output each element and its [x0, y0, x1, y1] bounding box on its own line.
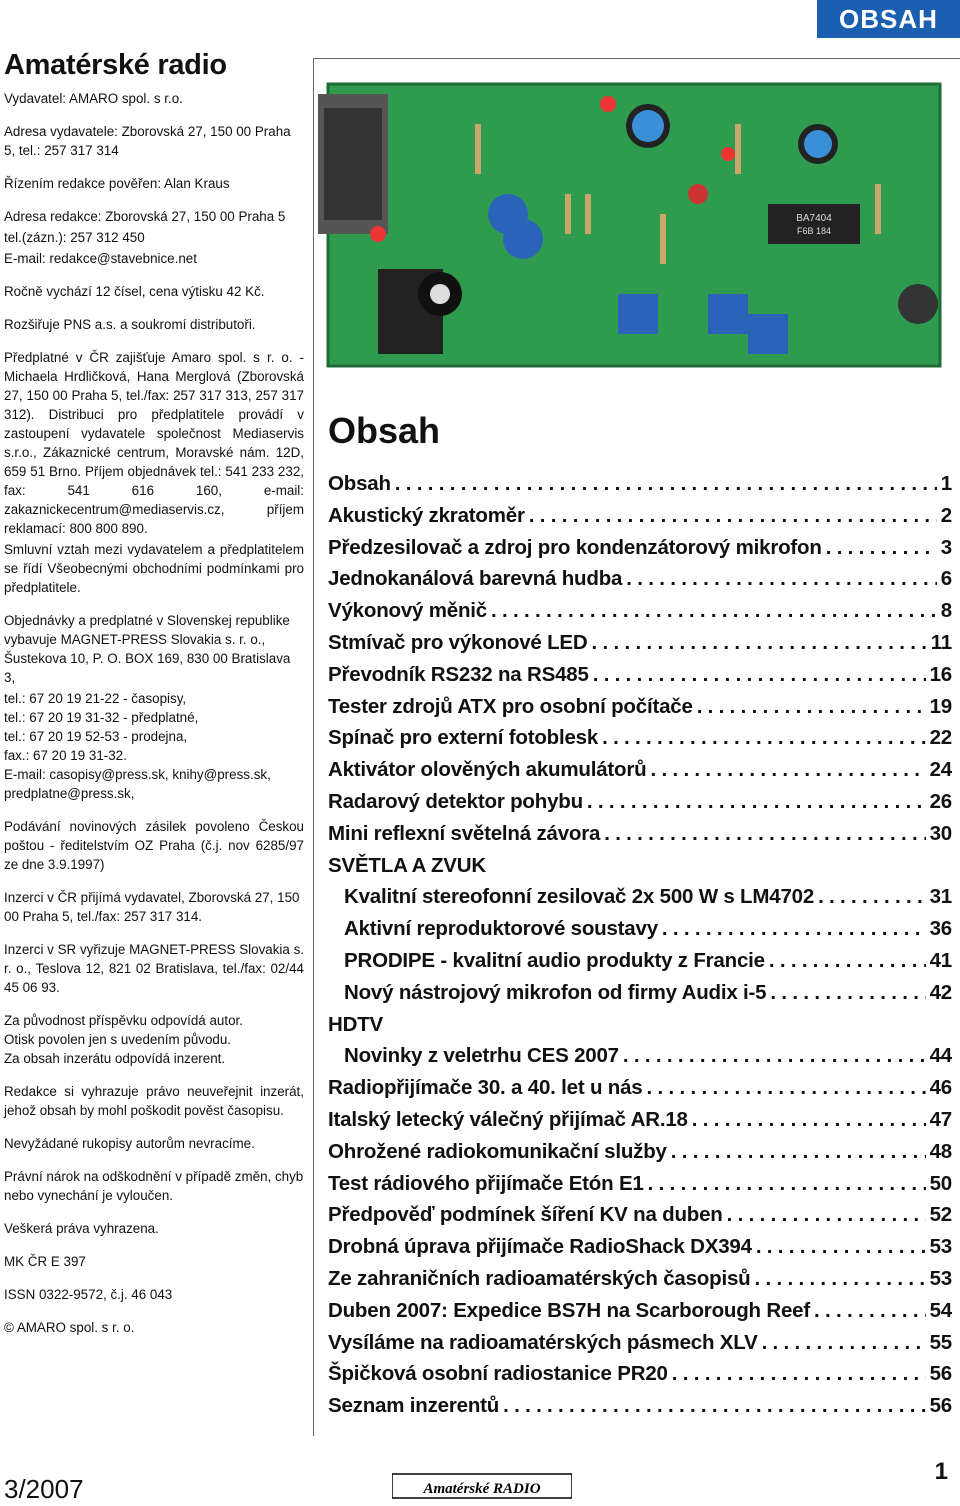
- toc-entry: [328, 1076, 952, 1108]
- toc-entry: [328, 726, 952, 758]
- toc-leader-dots: [662, 917, 926, 941]
- toc-entry: [328, 1235, 952, 1267]
- sk-contact-line: tel.: 67 20 19 31-32 - předplatné,: [4, 710, 199, 725]
- toc-entry-page: 53: [929, 1266, 952, 1290]
- toc-entry-page: 41: [929, 948, 952, 972]
- unsolicited-note: Nevyžádané rukopisy autorům nevracíme.: [4, 1136, 255, 1151]
- magazine-title: Amatérské radio: [4, 49, 227, 81]
- toc-entry: [328, 536, 952, 568]
- toc-entry: [328, 790, 952, 822]
- toc-leader-dots: [818, 885, 926, 909]
- toc-entry-title: Seznam inzerentů: [328, 1394, 500, 1418]
- toc-entry-page: 53: [929, 1235, 952, 1259]
- postal-permit: Podávání novinových zásilek povoleno Českou poštou - ředitelstvím OZ Praha (č.j. nov 6285/97 ze dne 3.9.1997): [4, 819, 304, 872]
- toc-entry-title: Italský letecký válečný přijímač AR.18: [328, 1107, 688, 1131]
- toc-leader-dots: [626, 567, 937, 591]
- issue-number: 3/2007: [4, 1474, 84, 1504]
- toc-entry-title: PRODIPE - kvalitní audio produkty z Francie: [344, 948, 765, 972]
- toc-entry-title: Aktivní reproduktorové soustavy: [344, 917, 658, 941]
- logo-text: Amatérské RADIO: [423, 1481, 541, 1497]
- publisher-address: Adresa vydavatele: Zborovská 27, 150 00 Praha 5, tel.: 257 317 314: [4, 124, 291, 158]
- top-divider: [313, 58, 960, 59]
- toc-entry: [328, 1362, 952, 1394]
- toc-leader-dots: [697, 695, 926, 719]
- sk-contact-line: predplatne@press.sk,: [4, 786, 135, 801]
- toc-entry: [328, 981, 952, 1013]
- toc-entry: [328, 472, 952, 504]
- subscription-cz: Předplatné v ČR zajišťuje Amaro spol. s r. o. -Michaela Hrdličková, Hana Merglová (Zborovská 27, 150 00 Praha 5, tel./fax: 257 317 313, 257 317 312). Distribuci pro předplatitele provádí v zastoupení vydavatele společnost Mediaservis s.r.o., Zákaznické centrum, Moravské nám. 12D, 659 51 Brno. Příjem objednávek tel.: 541 233 232, fax: 541 616 160, e-mail: zakaznickecentrum@mediaservis.cz, příjem reklamací: 800 800 890.: [4, 350, 304, 536]
- toc-entry-page: 24: [929, 758, 952, 782]
- toc-entry-page: 48: [929, 1139, 952, 1163]
- toc-entry: [328, 822, 952, 854]
- note-line: Za obsah inzerátu odpovídá inzerent.: [4, 1051, 226, 1066]
- legal-note: Právní nárok na odškodnění v případě změn, chyb nebo vynechání je vyloučen.: [4, 1169, 304, 1203]
- toc-entry-page: 19: [929, 694, 952, 718]
- issn: ISSN 0322-9572, č.j. 46 043: [4, 1287, 173, 1302]
- toc-entry-title: Výkonový měnič: [328, 599, 487, 623]
- toc-entry-title: Mini reflexní světelná závora: [328, 821, 601, 845]
- toc-entry-title: Radarový detektor pohybu: [328, 789, 583, 813]
- toc-entry-title: Předpověď podmínek šíření KV na duben: [328, 1203, 723, 1227]
- toc-leader-dots: [491, 599, 937, 623]
- toc-entry: [328, 1331, 952, 1363]
- pcb-chip-label: BA7404: [796, 213, 832, 224]
- toc-leader-dots: [623, 1044, 926, 1068]
- toc-entry-page: 55: [929, 1330, 952, 1354]
- toc-entry-page: 11: [930, 630, 952, 654]
- toc-entry: [328, 1394, 952, 1426]
- toc-entry: [328, 949, 952, 981]
- toc-entry-title: Předzesilovač a zdroj pro kondenzátorový mikrofon: [328, 535, 822, 559]
- toc-entry: [328, 1108, 952, 1140]
- toc-leader-dots: [692, 1108, 926, 1132]
- sk-contact-line: E-mail: casopisy@press.sk, knihy@press.sk,: [4, 767, 271, 782]
- toc-list: [328, 472, 952, 1426]
- toc-entry-title: Spínač pro externí fotoblesk: [328, 726, 599, 750]
- toc-entry-title: Novinky z veletrhu CES 2007: [344, 1044, 619, 1068]
- table-of-contents: [328, 410, 952, 1426]
- toc-entry-title: Vysíláme na radioamatérských pásmech XLV: [328, 1330, 758, 1354]
- toc-entry-page: 56: [929, 1394, 952, 1418]
- toc-leader-dots: [587, 790, 926, 814]
- toc-entry-title: SVĚTLA A ZVUK: [328, 853, 486, 877]
- toc-entry: [328, 1299, 952, 1331]
- publisher: Vydavatel: AMARO spol. s r.o.: [4, 91, 183, 106]
- toc-entry-title: Drobná úprava přijímače RadioShack DX394: [328, 1235, 752, 1259]
- toc-entry-page: 47: [929, 1107, 952, 1131]
- toc-entry-title: Kvalitní stereofonní zesilovač 2x 500 W s LM4702: [344, 885, 815, 909]
- toc-entry: [328, 631, 952, 663]
- toc-entry-page: 30: [929, 821, 952, 845]
- toc-entry: [328, 599, 952, 631]
- rights-reserved: Veškerá práva vyhrazena.: [4, 1221, 159, 1236]
- copyright: © AMARO spol. s r. o.: [4, 1320, 135, 1335]
- toc-entry-title: Radiopřijímače 30. a 40. let u nás: [328, 1076, 643, 1100]
- toc-entry-title: Obsah: [328, 472, 391, 495]
- sk-contact-line: tel.: 67 20 19 52-53 - prodejna,: [4, 729, 188, 744]
- toc-entry-page: 31: [929, 885, 952, 909]
- toc-entry: [328, 1140, 952, 1172]
- ads-cz: Inzerci v ČR přijímá vydavatel, Zborovská 27, 150 00 Praha 5, tel./fax: 257 317 314.: [4, 890, 300, 924]
- toc-entry: [328, 885, 952, 917]
- toc-entry-page: 52: [929, 1203, 952, 1227]
- toc-leader-dots: [592, 631, 927, 655]
- toc-leader-dots: [769, 949, 926, 973]
- toc-leader-dots: [672, 1362, 926, 1386]
- toc-entry-title: Špičková osobní radiostanice PR20: [328, 1362, 668, 1386]
- page-number: 1: [934, 1458, 948, 1485]
- magazine-logo: [392, 1468, 572, 1502]
- toc-entry-page: 50: [929, 1171, 952, 1195]
- toc-entry-page: 36: [929, 917, 952, 941]
- editorial-phone: tel.(zázn.): 257 312 450: [4, 230, 145, 245]
- note-line: Otisk povolen jen s uvedením původu.: [4, 1032, 232, 1047]
- toc-entry-page: 16: [929, 662, 952, 686]
- sk-contact-line: fax.: 67 20 19 31-32.: [4, 748, 127, 763]
- toc-leader-dots: [604, 822, 925, 846]
- editor: Řízením redakce pověřen: Alan Kraus: [4, 176, 230, 191]
- toc-entry-page: 1: [940, 472, 952, 495]
- toc-entry-page: 56: [929, 1362, 952, 1386]
- toc-leader-dots: [529, 504, 937, 528]
- mk-number: MK ČR E 397: [4, 1254, 86, 1269]
- toc-entry-title: HDTV: [328, 1012, 384, 1036]
- toc-entry: [328, 1172, 952, 1204]
- toc-entry-page: 8: [940, 599, 952, 623]
- toc-entry: [328, 567, 952, 599]
- distribution: Rozšiřuje PNS a.s. a soukromí distributoři.: [4, 317, 256, 332]
- toc-entry: [328, 1044, 952, 1076]
- toc-leader-dots: [602, 726, 926, 750]
- toc-entry: [328, 1267, 952, 1299]
- toc-entry: [328, 504, 952, 536]
- ads-sk: Inzerci v SR vyřizuje MAGNET-PRESS Slovakia s. r. o., Teslova 12, 821 02 Bratislava, tel./fax: 02/44 45 06 93.: [4, 942, 304, 995]
- toc-entry-page: 6: [940, 567, 952, 591]
- toc-leader-dots: [395, 472, 937, 496]
- yearly-issues: Ročně vychází 12 čísel, cena výtisku 42 Kč.: [4, 284, 265, 299]
- toc-section: [328, 1013, 952, 1045]
- toc-entry: [328, 663, 952, 695]
- toc-leader-dots: [650, 758, 925, 782]
- editorial-email: E-mail: redakce@stavebnice.net: [4, 251, 197, 266]
- toc-entry: [328, 1203, 952, 1235]
- toc-leader-dots: [756, 1235, 926, 1259]
- section-banner: OBSAH: [817, 0, 960, 38]
- toc-entry-page: 22: [929, 726, 952, 750]
- toc-section: [328, 854, 952, 886]
- editorial-address: Adresa redakce: Zborovská 27, 150 00 Praha 5: [4, 209, 286, 224]
- column-divider: [313, 58, 314, 1436]
- toc-leader-dots: [671, 1140, 926, 1164]
- toc-entry-page: 26: [929, 789, 952, 813]
- toc-entry: [328, 695, 952, 727]
- toc-entry-title: Ohrožené radiokomunikační služby: [328, 1139, 667, 1163]
- sk-contact-line: tel.: 67 20 19 21-22 - časopisy,: [4, 691, 187, 706]
- toc-entry-page: 54: [929, 1298, 952, 1322]
- imprint-column: [4, 50, 304, 1351]
- toc-heading: Obsah: [328, 410, 441, 451]
- toc-entry-title: Tester zdrojů ATX pro osobní počítače: [328, 694, 693, 718]
- toc-entry-title: Aktivátor olověných akumulátorů: [328, 758, 647, 782]
- toc-entry-title: Duben 2007: Expedice BS7H na Scarborough Reef: [328, 1298, 810, 1322]
- sk-contacts: [4, 689, 304, 803]
- toc-entry-page: 3: [940, 535, 952, 559]
- subscription-sk: Objednávky a predplatné v Slovenskej republike vybavuje MAGNET-PRESS Slovakia s. r. o., Šustekova 10, P. O. BOX 169, 830 00 Bratislava 3,: [4, 613, 291, 685]
- toc-entry-title: Ze zahraničních radioamatérských časopisů: [328, 1266, 751, 1290]
- toc-leader-dots: [727, 1203, 926, 1227]
- toc-entry: [328, 917, 952, 949]
- pcb-photo: [318, 64, 956, 382]
- toc-entry-title: Nový nástrojový mikrofon od firmy Audix i-5: [344, 980, 767, 1004]
- toc-entry-title: Stmívač pro výkonové LED: [328, 630, 588, 654]
- originality-notes: [4, 1011, 304, 1068]
- toc-leader-dots: [648, 1172, 926, 1196]
- pcb-chip-label: F6B 184: [796, 226, 832, 236]
- note-line: Za původnost příspěvku odpovídá autor.: [4, 1013, 243, 1028]
- toc-entry-page: 2: [940, 503, 952, 527]
- toc-leader-dots: [647, 1076, 926, 1100]
- toc-leader-dots: [814, 1299, 926, 1323]
- toc-entry-title: Jednokanálová barevná hudba: [328, 567, 623, 591]
- toc-leader-dots: [762, 1331, 926, 1355]
- editorial-rights: Redakce si vyhrazuje právo neuveřejnit inzerát, jehož obsah by mohl poškodit pověst časopisu.: [4, 1084, 304, 1118]
- toc-leader-dots: [503, 1394, 926, 1418]
- toc-entry-title: Akustický zkratoměr: [328, 503, 525, 527]
- contract-terms: Smluvní vztah mezi vydavatelem a předplatitelem se řídí Všeobecnými obchodními podmínkami pro předplatitele.: [4, 542, 304, 595]
- toc-leader-dots: [826, 536, 937, 560]
- toc-leader-dots: [754, 1267, 925, 1291]
- toc-entry-title: Převodník RS232 na RS485: [328, 662, 589, 686]
- toc-entry-page: 46: [929, 1076, 952, 1100]
- toc-entry-page: 44: [929, 1044, 952, 1068]
- toc-entry-page: 42: [929, 980, 952, 1004]
- toc-entry-title: Test rádiového přijímače Etón E1: [328, 1171, 644, 1195]
- toc-entry: [328, 758, 952, 790]
- toc-leader-dots: [593, 663, 926, 687]
- toc-leader-dots: [770, 981, 925, 1005]
